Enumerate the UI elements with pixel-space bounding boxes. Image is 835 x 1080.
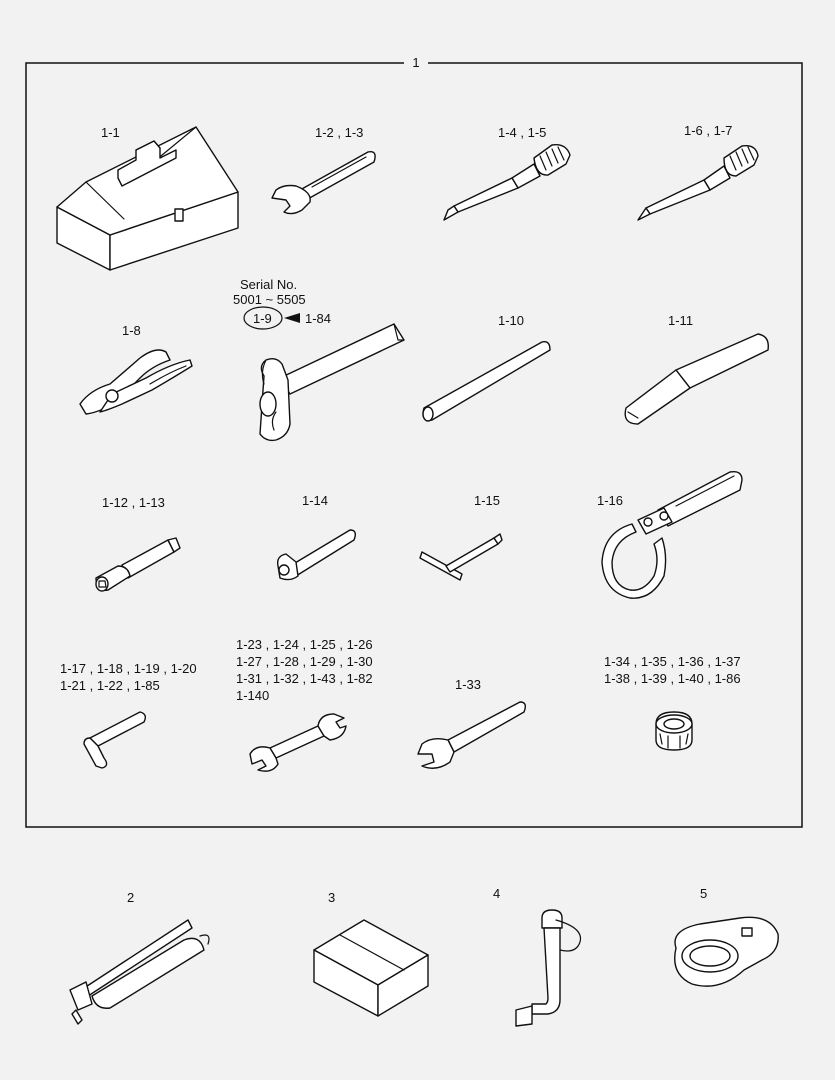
toolbox-icon (57, 127, 238, 270)
serial-arrow-icon (284, 313, 300, 323)
label-1-4: 1-4 , 1-5 (498, 125, 547, 140)
label-1-12: 1-12 , 1-13 (102, 495, 165, 510)
label-1-15: 1-15 (474, 493, 501, 508)
adjustable-wrench-icon (272, 152, 375, 214)
pliers-icon (80, 350, 192, 414)
label-1-8: 1-8 (122, 323, 141, 338)
open-end-wrench-icon (418, 702, 525, 768)
box-icon (314, 920, 428, 1016)
label-1-11: 1-11 (668, 313, 694, 328)
serial-from-part: 1-9 (253, 311, 272, 326)
label-4: 4 (493, 886, 501, 901)
serial-title: Serial No. (240, 277, 298, 292)
phillips-screwdriver-icon (444, 145, 570, 220)
label-1-10: 1-10 (498, 313, 525, 328)
grease-gun-icon (70, 920, 209, 1024)
ratchet-handle-icon (278, 530, 356, 580)
double-open-wrench-icon (250, 714, 346, 771)
flat-bar-icon (625, 334, 768, 424)
t-wrench-icon (420, 534, 502, 580)
label-5: 5 (700, 886, 708, 901)
hex-key-icon (84, 712, 145, 768)
round-bar-icon (423, 342, 550, 421)
label-1-14: 1-14 (302, 493, 329, 508)
serial-to-part: 1-84 (305, 311, 332, 326)
label-1-34: 1-34 , 1-35 , 1-36 , 1-37 1-38 , 1-39 , 1-40 , 1-86 (604, 654, 741, 686)
serial-range: 5001 ~ 5505 (233, 292, 306, 307)
label-1-2: 1-2 , 1-3 (315, 125, 364, 140)
filter-wrench-icon (602, 472, 742, 598)
label-1-33: 1-33 (455, 677, 482, 692)
label-2: 2 (127, 890, 135, 905)
label-1-23: 1-23 , 1-24 , 1-25 , 1-26 1-27 , 1-28 , 1-29 , 1-30 1-31 , 1-32 , 1-43 , 1-82 1-140 (236, 637, 373, 703)
ring-ratchet-icon (675, 917, 778, 986)
socket-icon (656, 712, 692, 750)
grease-hose-icon (516, 910, 581, 1026)
label-3: 3 (328, 890, 336, 905)
flat-screwdriver-icon (638, 146, 758, 220)
label-1-16: 1-16 (597, 493, 624, 508)
hammer-icon (260, 324, 404, 440)
extension-bar-icon (96, 538, 180, 591)
group-number: 1 (404, 54, 428, 71)
label-1-17: 1-17 , 1-18 , 1-19 , 1-20 1-21 , 1-22 , 1-85 (60, 661, 197, 693)
label-1-1: 1-1 (101, 125, 120, 140)
label-1-6: 1-6 , 1-7 (684, 123, 733, 138)
